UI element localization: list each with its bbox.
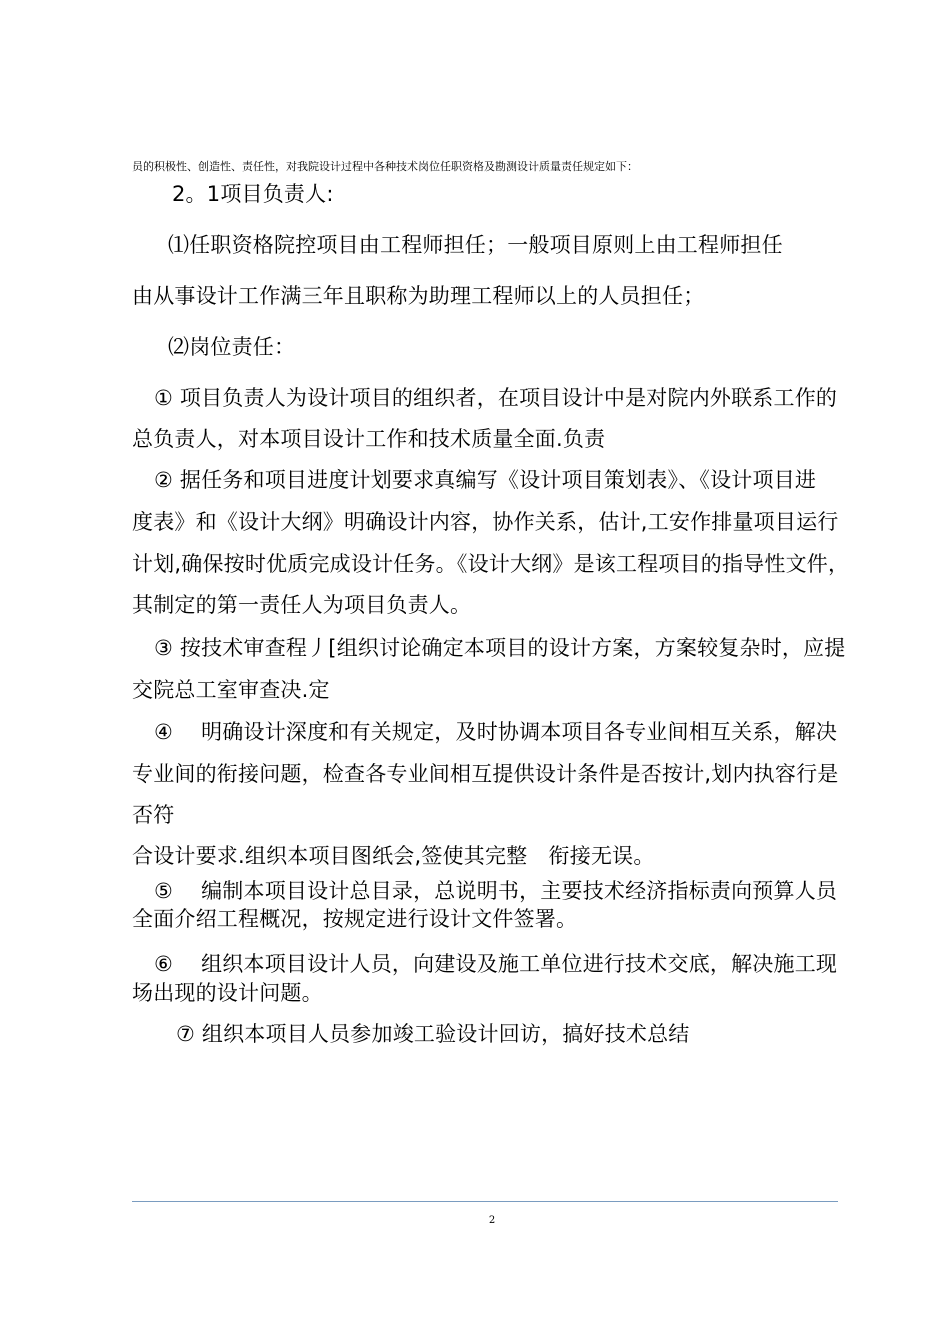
duty-item-1-line-1: ① 项目负责人为设计项目的组织者，在项目设计中是对院内外联系工作的 xyxy=(154,386,838,410)
qualification-line-1: ⑴任职资格院控项目由工程师担任；一般项目原则上由工程师担任 xyxy=(168,233,783,257)
duty-item-5-line-2: 全面介绍工程概况，按规定进行设计文件签署。 xyxy=(132,907,578,931)
qualification-line-2: 由从事设计工作满三年且职称为助理工程师以上的人员担任； xyxy=(132,284,705,308)
duty-item-5-line-1: ⑤ 编制本项目设计总目录，总说明书，主要技术经济指标责向预算人员 xyxy=(154,879,838,903)
duty-item-2-line-2: 度表》和《设计大纲》明确设计内容，协作关系，估计,工安作排量项目运行 xyxy=(132,510,839,534)
duty-item-4-line-1: ④ 明确设计深度和有关规定，及时协调本项目各专业间相互关系，解决 xyxy=(154,720,838,744)
duty-item-2-line-1: ② 据任务和项目进度计划要求真编写《设计项目策划表》、《设计项目进 xyxy=(154,468,817,492)
footer-divider xyxy=(132,1201,838,1202)
duty-item-3-line-1: ③ 按技术审查程丿[组织讨论确定本项目的设计方案，方案较复杂时，应提 xyxy=(154,636,846,660)
duty-item-1-line-2: 总负责人，对本项目设计工作和技术质量全面.负责 xyxy=(132,427,606,451)
duty-item-6-line-1: ⑥ 组织本项目设计人员，向建设及施工单位进行技术交底，解决施工现 xyxy=(154,952,838,976)
duty-item-4-line-2: 专业间的衔接问题，检查各专业间相互提供设计条件是否按计,划内执容行是 xyxy=(132,762,839,786)
page-number: 2 xyxy=(488,1215,496,1226)
duty-item-4-line-3: 否符 xyxy=(132,803,175,827)
duty-item-6-line-2: 场出现的设计问题。 xyxy=(132,981,323,1005)
intro-line: 员的积极性、创造性、责任性，对我院设计过程中各种技术岗位任职资格及勘测设计质量责任规定如下： xyxy=(132,160,638,173)
duty-item-4-line-4: 合设计要求.组织本项目图纸会,签使其完整 衔接无误。 xyxy=(132,844,655,868)
duty-item-2-line-3: 计划,确保按时优质完成设计任务。《设计大纲》是该工程项目的指导性文件， xyxy=(132,552,850,576)
duty-heading: ⑵岗位责任： xyxy=(168,335,296,359)
duty-item-2-line-4: 其制定的第一责任人为项目负责人。 xyxy=(132,593,472,617)
section-heading: 2。1项目负责人: xyxy=(172,182,334,206)
duty-item-3-line-2: 交院总工室审查决.定 xyxy=(132,678,330,702)
duty-item-7-line-1: ⑦ 组织本项目人员参加竣工验设计回访，搞好技术总结 xyxy=(176,1022,690,1046)
